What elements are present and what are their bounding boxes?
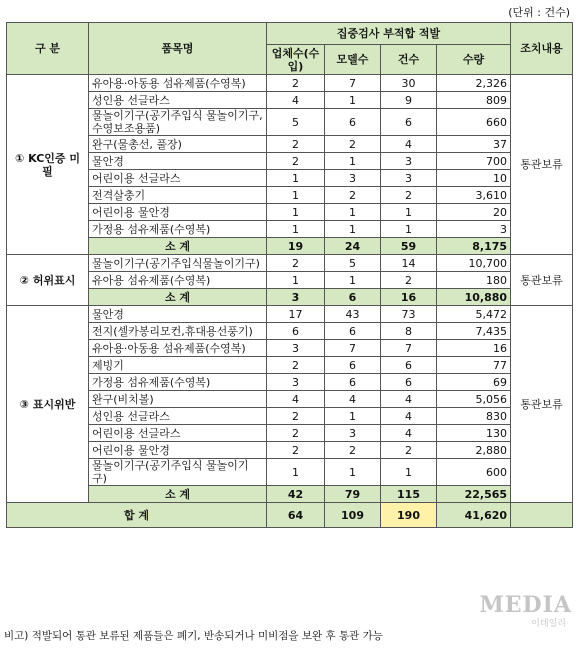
subtotal-models: 24	[325, 238, 381, 255]
companies-cell: 2	[267, 136, 325, 153]
subtotal-companies: 19	[267, 238, 325, 255]
quantity-cell: 16	[437, 340, 511, 357]
watermark-logo: MEDIA	[479, 592, 572, 618]
cases-cell: 1	[381, 459, 437, 486]
companies-cell: 1	[267, 272, 325, 289]
subtotal-quantity: 22,565	[437, 486, 511, 503]
item-name-cell: 성인용 선글라스	[89, 408, 267, 425]
table-row	[7, 136, 573, 153]
category-cell: ③ 표시위반	[7, 306, 89, 503]
cases-cell: 6	[381, 357, 437, 374]
models-cell: 1	[325, 459, 381, 486]
table-row	[7, 442, 573, 459]
item-name-cell: 가정용 섬유제품(수영복)	[89, 374, 267, 391]
companies-cell: 6	[267, 323, 325, 340]
subtotal-companies: 42	[267, 486, 325, 503]
header-models: 모델수	[325, 45, 381, 75]
companies-cell: 1	[267, 221, 325, 238]
quantity-cell: 2,880	[437, 442, 511, 459]
action-cell: 통관보류	[511, 75, 573, 255]
models-cell: 1	[325, 204, 381, 221]
item-name-cell: 유아용·아동용 섬유제품(수영복)	[89, 75, 267, 92]
item-name-cell: 완구(비치볼)	[89, 391, 267, 408]
table-row	[7, 109, 573, 136]
subtotal-models: 6	[325, 289, 381, 306]
item-name-cell: 유아용 섬유제품(수영복)	[89, 272, 267, 289]
companies-cell: 2	[267, 357, 325, 374]
quantity-cell: 7,435	[437, 323, 511, 340]
subtotal-row	[7, 289, 573, 306]
table-row	[7, 170, 573, 187]
total-action-empty	[511, 503, 573, 528]
watermark-sub: 이데일리	[531, 619, 566, 629]
item-name-cell: 전격살충기	[89, 187, 267, 204]
item-name-cell: 어린이용 선글라스	[89, 425, 267, 442]
action-cell: 통관보류	[511, 306, 573, 503]
table-row	[7, 255, 573, 272]
action-cell: 통관보류	[511, 255, 573, 306]
table-row	[7, 340, 573, 357]
table-row	[7, 357, 573, 374]
table-row	[7, 391, 573, 408]
quantity-cell: 830	[437, 408, 511, 425]
quantity-cell: 37	[437, 136, 511, 153]
quantity-cell: 180	[437, 272, 511, 289]
header-cases: 건수	[381, 45, 437, 75]
total-quantity: 41,620	[437, 503, 511, 528]
subtotal-label: 소 계	[89, 289, 267, 306]
quantity-cell: 600	[437, 459, 511, 486]
cases-cell: 6	[381, 374, 437, 391]
header-group: 집중검사 부적합 적발	[267, 23, 511, 45]
quantity-cell: 77	[437, 357, 511, 374]
unit-note: (단위 : 건수)	[508, 6, 570, 19]
subtotal-label: 소 계	[89, 486, 267, 503]
table-row	[7, 75, 573, 92]
item-name-cell: 어린이용 물안경	[89, 442, 267, 459]
table-row	[7, 459, 573, 486]
subtotal-cases: 16	[381, 289, 437, 306]
models-cell: 7	[325, 340, 381, 357]
subtotal-cases: 115	[381, 486, 437, 503]
category-cell: ① KC인증 미필	[7, 75, 89, 255]
cases-cell: 1	[381, 204, 437, 221]
cases-cell: 2	[381, 187, 437, 204]
models-cell: 1	[325, 221, 381, 238]
models-cell: 6	[325, 109, 381, 136]
models-cell: 6	[325, 357, 381, 374]
header-quantity: 수량	[437, 45, 511, 75]
total-row	[7, 503, 573, 528]
total-companies: 64	[267, 503, 325, 528]
quantity-cell: 2,326	[437, 75, 511, 92]
companies-cell: 2	[267, 442, 325, 459]
quantity-cell: 3	[437, 221, 511, 238]
subtotal-cases: 59	[381, 238, 437, 255]
cases-cell: 30	[381, 75, 437, 92]
item-name-cell: 어린이용 물안경	[89, 204, 267, 221]
models-cell: 2	[325, 442, 381, 459]
table-header	[7, 23, 573, 75]
table-row	[7, 323, 573, 340]
subtotal-quantity: 8,175	[437, 238, 511, 255]
table-row	[7, 306, 573, 323]
companies-cell: 1	[267, 204, 325, 221]
companies-cell: 1	[267, 459, 325, 486]
header-item: 품목명	[89, 23, 267, 75]
item-name-cell: 물놀이기구(공기주입식 물놀이기구)	[89, 459, 267, 486]
models-cell: 1	[325, 92, 381, 109]
companies-cell: 2	[267, 153, 325, 170]
cases-cell: 2	[381, 272, 437, 289]
models-cell: 1	[325, 408, 381, 425]
item-name-cell: 물놀이기구(공기주입식물놀이기구)	[89, 255, 267, 272]
cases-cell: 73	[381, 306, 437, 323]
total-cases: 190	[381, 503, 437, 528]
table-row	[7, 408, 573, 425]
models-cell: 43	[325, 306, 381, 323]
quantity-cell: 660	[437, 109, 511, 136]
models-cell: 1	[325, 272, 381, 289]
table-row	[7, 374, 573, 391]
companies-cell: 2	[267, 408, 325, 425]
companies-cell: 4	[267, 391, 325, 408]
companies-cell: 3	[267, 340, 325, 357]
quantity-cell: 700	[437, 153, 511, 170]
subtotal-models: 79	[325, 486, 381, 503]
category-cell: ② 허위표시	[7, 255, 89, 306]
subtotal-row	[7, 238, 573, 255]
quantity-cell: 130	[437, 425, 511, 442]
item-name-cell: 유아용·아동용 섬유제품(수영복)	[89, 340, 267, 357]
item-name-cell: 어린이용 선글라스	[89, 170, 267, 187]
models-cell: 6	[325, 374, 381, 391]
quantity-cell: 3,610	[437, 187, 511, 204]
companies-cell: 5	[267, 109, 325, 136]
subtotal-label: 소 계	[89, 238, 267, 255]
cases-cell: 4	[381, 136, 437, 153]
subtotal-companies: 3	[267, 289, 325, 306]
cases-cell: 3	[381, 153, 437, 170]
header-action: 조치내용	[511, 23, 573, 75]
cases-cell: 6	[381, 109, 437, 136]
inspection-results-table	[6, 22, 573, 528]
models-cell: 6	[325, 323, 381, 340]
quantity-cell: 5,472	[437, 306, 511, 323]
quantity-cell: 69	[437, 374, 511, 391]
models-cell: 7	[325, 75, 381, 92]
item-name-cell: 완구(물총선, 풀장)	[89, 136, 267, 153]
models-cell: 2	[325, 136, 381, 153]
companies-cell: 2	[267, 75, 325, 92]
item-name-cell: 물놀이기구(공기주입식 물놀이기구, 수영보조용품)	[89, 109, 267, 136]
table-body	[7, 75, 573, 528]
table-row	[7, 92, 573, 109]
companies-cell: 3	[267, 374, 325, 391]
cases-cell: 3	[381, 170, 437, 187]
table-row	[7, 153, 573, 170]
cases-cell: 14	[381, 255, 437, 272]
cases-cell: 9	[381, 92, 437, 109]
subtotal-row	[7, 486, 573, 503]
quantity-cell: 10,700	[437, 255, 511, 272]
models-cell: 5	[325, 255, 381, 272]
header-companies: 업체수(수입)	[267, 45, 325, 75]
table-row	[7, 187, 573, 204]
quantity-cell: 809	[437, 92, 511, 109]
table-row	[7, 425, 573, 442]
item-name-cell: 성인용 선글라스	[89, 92, 267, 109]
quantity-cell: 5,056	[437, 391, 511, 408]
item-name-cell: 가정용 섬유제품(수영복)	[89, 221, 267, 238]
cases-cell: 4	[381, 425, 437, 442]
models-cell: 2	[325, 187, 381, 204]
cases-cell: 8	[381, 323, 437, 340]
header-category: 구 분	[7, 23, 89, 75]
cases-cell: 7	[381, 340, 437, 357]
total-models: 109	[325, 503, 381, 528]
models-cell: 3	[325, 170, 381, 187]
item-name-cell: 물안경	[89, 306, 267, 323]
table-row	[7, 221, 573, 238]
companies-cell: 1	[267, 187, 325, 204]
table-row	[7, 272, 573, 289]
companies-cell: 2	[267, 255, 325, 272]
cases-cell: 4	[381, 408, 437, 425]
cases-cell: 4	[381, 391, 437, 408]
item-name-cell: 물안경	[89, 153, 267, 170]
total-label: 합 계	[7, 503, 267, 528]
companies-cell: 17	[267, 306, 325, 323]
quantity-cell: 20	[437, 204, 511, 221]
models-cell: 1	[325, 153, 381, 170]
companies-cell: 1	[267, 170, 325, 187]
models-cell: 3	[325, 425, 381, 442]
quantity-cell: 10	[437, 170, 511, 187]
cases-cell: 1	[381, 221, 437, 238]
footnote: 비고) 적발되어 통관 보류된 제품들은 폐기, 반송되거나 미비점을 보완 후 통관 가능	[4, 630, 383, 642]
subtotal-quantity: 10,880	[437, 289, 511, 306]
item-name-cell: 제빙기	[89, 357, 267, 374]
cases-cell: 2	[381, 442, 437, 459]
item-name-cell: 전지(셀카봉리모컨,휴대용선풍기)	[89, 323, 267, 340]
table-row	[7, 204, 573, 221]
models-cell: 4	[325, 391, 381, 408]
companies-cell: 4	[267, 92, 325, 109]
companies-cell: 2	[267, 425, 325, 442]
